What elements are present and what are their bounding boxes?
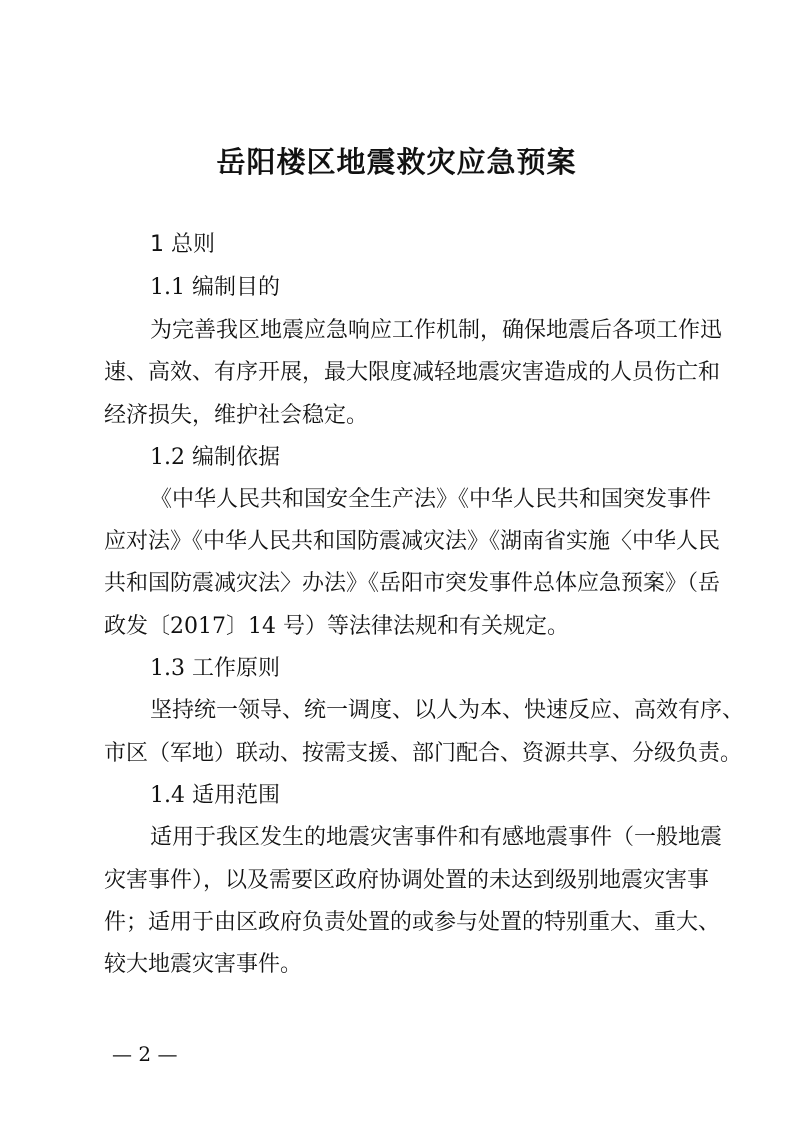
paragraph-line: 应对法》《中华人民共和国防震减灾法》《湖南省实施〈中华人民 [104, 529, 721, 554]
paragraph-line: 灾害事件），以及需要区政府协调处置的未达到级别地震灾害事 [104, 868, 710, 893]
paragraph-line: 经济损失，维护社会稳定。 [104, 403, 369, 428]
paragraph-line: 共和国防震减灾法〉办法》《岳阳市突发事件总体应急预案》（岳 [104, 571, 721, 596]
section-heading-1-2: 1.2 编制依据 [150, 445, 280, 470]
paragraph-line: 《中华人民共和国安全生产法》《中华人民共和国突发事件 [150, 487, 712, 512]
paragraph-line: 为完善我区地震应急响应工作机制，确保地震后各项工作迅 [150, 318, 723, 343]
section-heading-1: 1 总则 [150, 232, 215, 257]
section-heading-1-1: 1.1 编制目的 [150, 275, 280, 300]
page-number: — 2 — [112, 1042, 178, 1066]
section-heading-1-3: 1.3 工作原则 [150, 656, 280, 681]
section-heading-1-4: 1.4 适用范围 [150, 783, 280, 808]
paragraph-line: 适用于我区发生的地震灾害事件和有感地震事件（一般地震 [150, 825, 723, 850]
paragraph-line: 件；适用于由区政府负责处置的或参与处置的特别重大、重大、 [104, 910, 721, 935]
paragraph-line: 政发〔2017〕14 号）等法律法规和有关规定。 [104, 614, 569, 639]
paragraph-line: 市区（军地）联动、按需支援、部门配合、资源共享、分级负责。 [104, 741, 743, 766]
paragraph-line: 较大地震灾害事件。 [104, 952, 303, 977]
paragraph-line: 坚持统一领导、统一调度、以人为本、快速反应、高效有序、 [150, 698, 745, 723]
paragraph-line: 速、高效、有序开展，最大限度减轻地震灾害造成的人员伤亡和 [104, 360, 721, 385]
page-title: 岳阳楼区地震救灾应急预案 [216, 145, 577, 179]
